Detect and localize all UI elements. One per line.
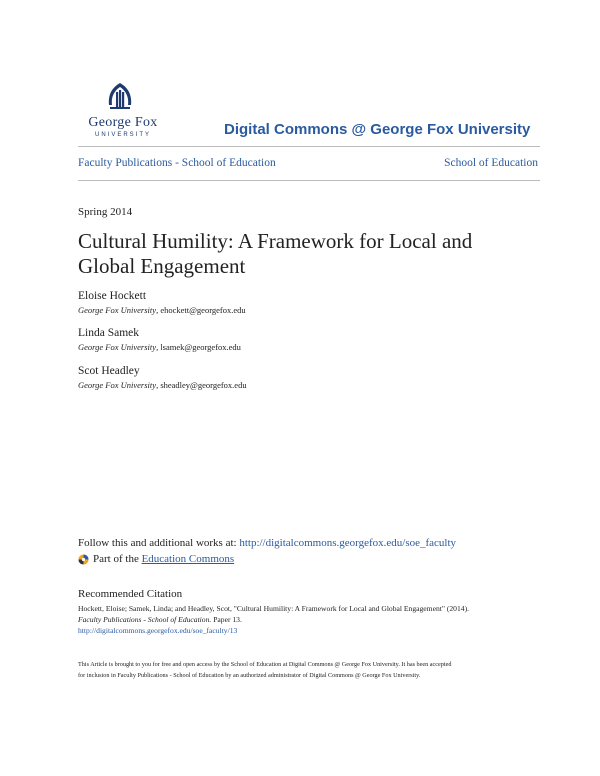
education-commons-link[interactable]: Education Commons	[141, 553, 235, 565]
logo-name: George Fox	[88, 115, 158, 130]
author-name: Linda Samek	[78, 327, 139, 339]
citation-paper: Paper 13.	[211, 615, 242, 624]
access-notice	[78, 659, 538, 681]
publication-date: Spring 2014	[78, 206, 133, 218]
citation-text	[78, 603, 538, 636]
access-notice-line: This Article is brought to you for free and open access by the School of Education at Digital Commons @ George Fox University. It has been accepted	[78, 661, 452, 668]
repository-title[interactable]: Digital Commons @ George Fox University	[224, 121, 531, 138]
author-name: Scot Headley	[78, 365, 140, 377]
author-affiliation: George Fox University, lsamek@georgefox.edu	[78, 342, 241, 352]
nav-divider	[78, 180, 540, 181]
citation-line: Hockett, Eloise; Samek, Linda; and Headley, Scot, "Cultural Humility: A Framework for Local and Global Engagement" (2014).	[78, 604, 469, 613]
access-notice-line: for inclusion in Faculty Publications - School of Education by an authorized administrator of Digital Commons @ George Fox University.	[78, 672, 421, 679]
citation-url-link[interactable]: http://digitalcommons.georgefox.edu/soe_faculty/13	[78, 626, 238, 635]
george-fox-logo[interactable]	[78, 82, 168, 142]
school-of-education-link[interactable]: School of Education	[444, 157, 538, 169]
follow-line	[78, 537, 456, 549]
university-seal-icon	[105, 82, 135, 114]
header-divider	[78, 146, 540, 147]
affiliation: George Fox University	[78, 305, 157, 315]
network-icon	[78, 554, 89, 565]
author-email[interactable]: sheadley@georgefox.edu	[160, 380, 247, 390]
author-email[interactable]: lsamek@georgefox.edu	[160, 342, 241, 352]
affiliation: George Fox University	[78, 380, 157, 390]
author-affiliation: George Fox University, ehockett@georgefox.edu	[78, 305, 246, 315]
part-of-prefix: Part of the	[93, 553, 139, 565]
citation-source	[78, 614, 538, 625]
citation-journal: Faculty Publications - School of Education.	[78, 615, 212, 624]
follow-label: Follow this and additional works at:	[78, 537, 240, 549]
part-of-line	[78, 553, 234, 565]
author-email[interactable]: ehockett@georgefox.edu	[160, 305, 246, 315]
faculty-publications-link[interactable]: Faculty Publications - School of Education	[78, 157, 276, 169]
affiliation: George Fox University	[78, 342, 157, 352]
logo-university: UNIVERSITY	[94, 132, 151, 138]
article-title: Cultural Humility: A Framework for Local and Global Engagement	[78, 229, 473, 278]
recommended-citation-heading: Recommended Citation	[78, 588, 183, 600]
author-affiliation: George Fox University, sheadley@georgefox.edu	[78, 380, 247, 390]
author-name: Eloise Hockett	[78, 290, 147, 302]
collection-url-link[interactable]: http://digitalcommons.georgefox.edu/soe_faculty	[239, 537, 457, 549]
